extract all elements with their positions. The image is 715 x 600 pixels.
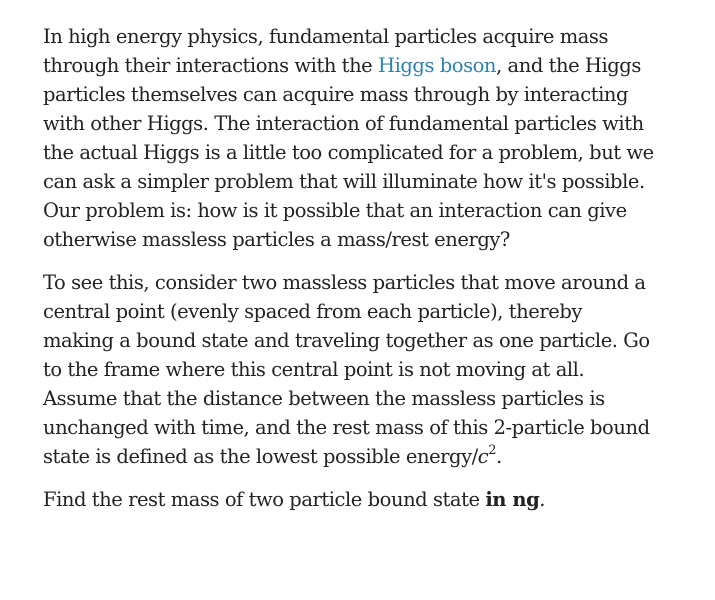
problem-statement bbox=[43, 22, 658, 528]
intro-text-start: In high energy physics, fundamental particles acquire mass through their interactions with the bbox=[43, 25, 609, 77]
exponent: 2 bbox=[488, 442, 497, 458]
question-paragraph bbox=[43, 485, 658, 514]
higgs-boson-link[interactable]: Higgs boson bbox=[378, 54, 497, 77]
question-period: . bbox=[539, 488, 545, 511]
intro-paragraph bbox=[43, 22, 658, 254]
answer-unit: in ng bbox=[485, 488, 540, 511]
question-text: Find the rest mass of two particle bound state bbox=[43, 488, 486, 511]
setup-text: To see this, consider two massless particles that move around a central point (evenly spaced from each particle), thereby making a bound state and traveling together as one particle. Go to the frame where this central point is not moving at all. Assume that the distance between the massless particles is unchanged with time, and the rest mass of this 2-particle bound state is defined as the lowest possible energy/ bbox=[43, 271, 650, 468]
setup-paragraph bbox=[43, 268, 658, 471]
setup-period: . bbox=[496, 445, 502, 468]
intro-text-end: , and the Higgs particles themselves can acquire mass through by interacting with other Higgs. The interaction of fundamental particles with the actual Higgs is a little too complicated for a problem, but we can ask a simpler problem that will illuminate how it's possible. Our problem is: how is it possible that an interaction can give otherwise massless particles a mass/rest energy? bbox=[43, 54, 654, 251]
speed-of-light-symbol: c bbox=[477, 445, 489, 468]
